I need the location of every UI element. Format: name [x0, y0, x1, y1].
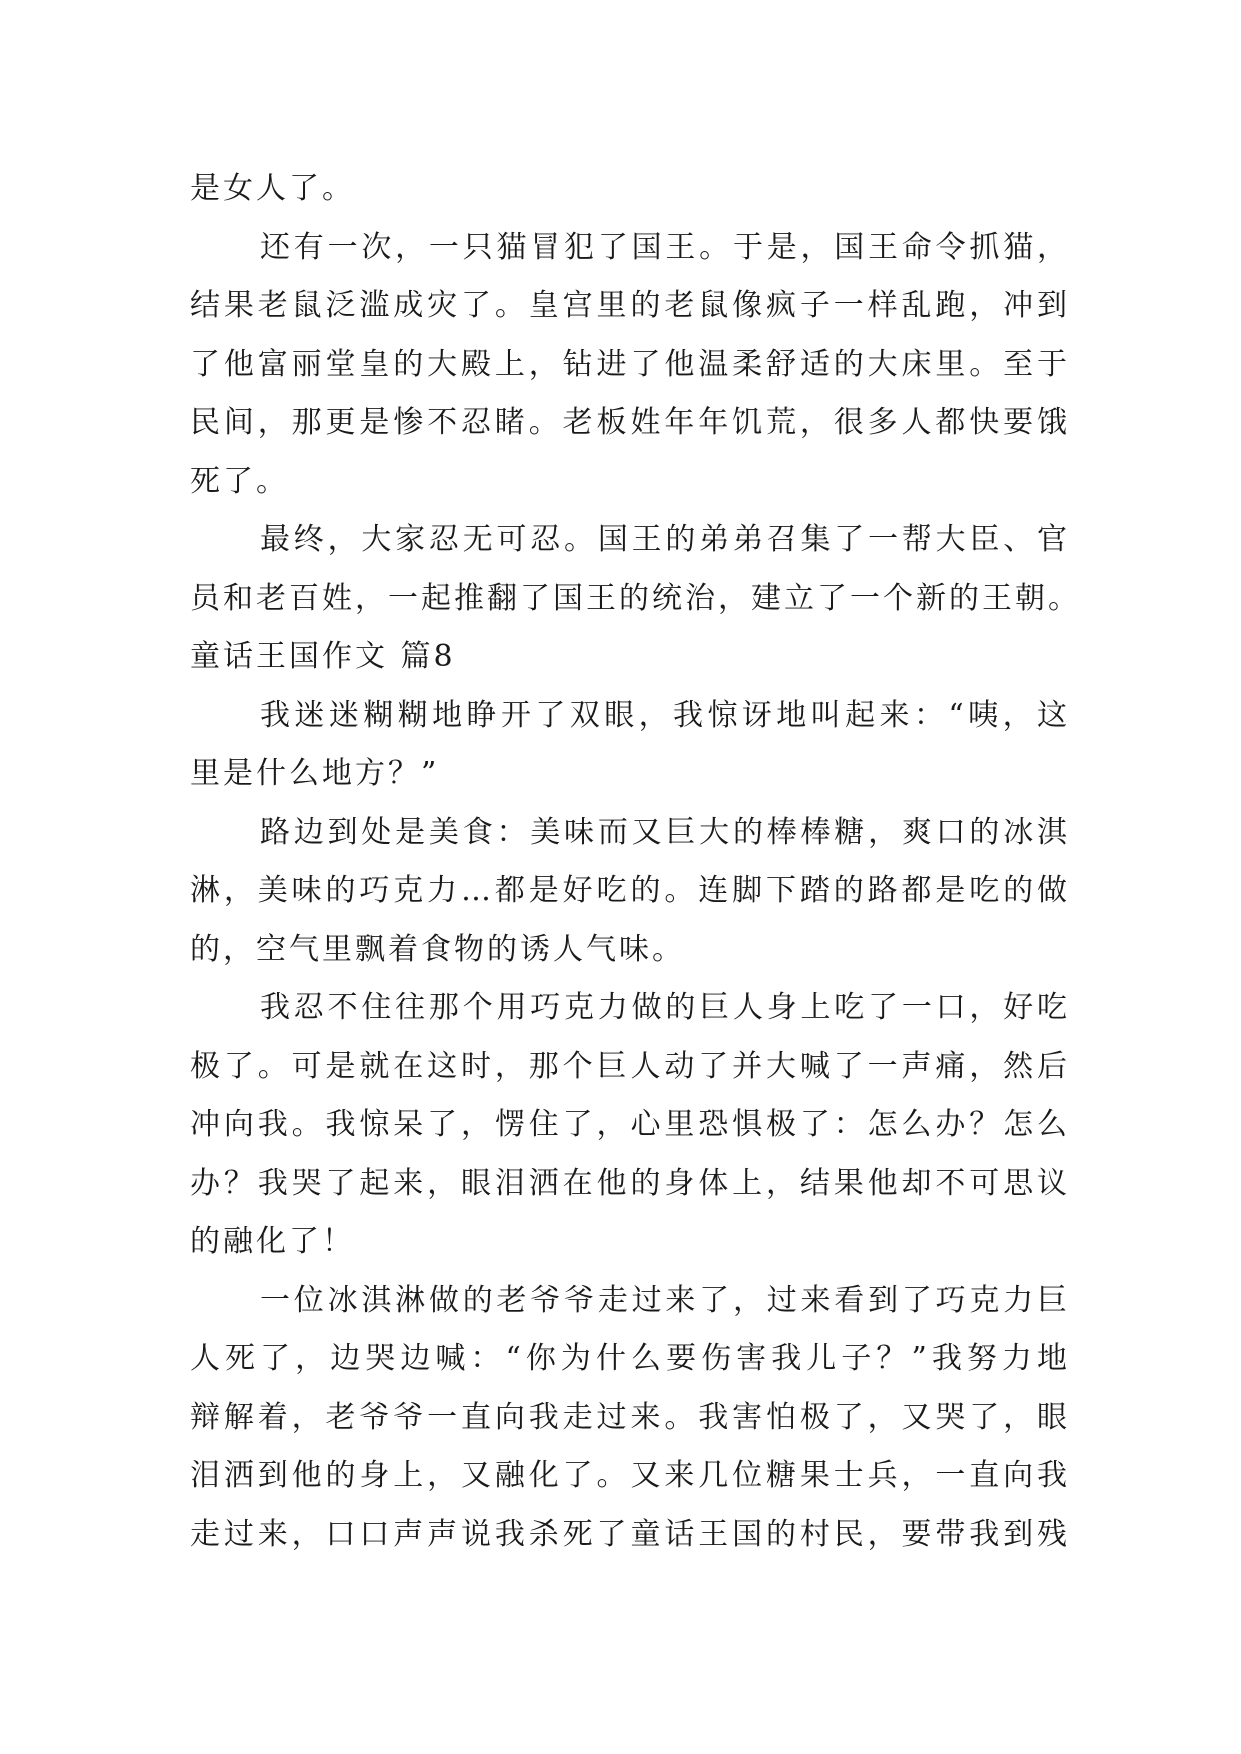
text-line: 淋，美味的巧克力…都是好吃的。连脚下踏的路都是吃的做	[190, 873, 1070, 908]
text-line: 泪洒到他的身上，又融化了。又来几位糖果士兵，一直向我	[190, 1458, 1070, 1493]
text-line: 是女人了。	[190, 171, 355, 206]
text-line: 了他富丽堂皇的大殿上，钻进了他温柔舒适的大床里。至于	[190, 346, 1070, 382]
section-heading: 童话王国作文 篇8	[190, 639, 456, 674]
text-line: 结果老鼠泛滥成灾了。皇宫里的老鼠像疯子一样乱跑，冲到	[190, 288, 1070, 323]
essay-text	[190, 160, 1081, 1564]
text-line: 路边到处是美食：美味而又巨大的棒棒糖，爽口的冰淇	[260, 814, 1070, 850]
text-line: 的，空气里飘着食物的诱人气味。	[190, 931, 685, 967]
text-line: 的融化了！	[190, 1224, 355, 1259]
text-line: 里是什么地方？”	[190, 756, 440, 791]
text-line: 人死了，边哭边喊：“你为什么要伤害我儿子？”我努力地	[190, 1341, 1070, 1376]
text-line: 冲向我。我惊呆了，愣住了，心里恐惧极了：怎么办？怎么	[190, 1107, 1070, 1142]
text-line: 我忍不住往那个用巧克力做的巨人身上吃了一口，好吃	[260, 990, 1070, 1025]
text-line: 民间，那更是惨不忍睹。老板姓年年饥荒，很多人都快要饿	[190, 405, 1070, 440]
text-line: 我迷迷糊糊地睁开了双眼，我惊讶地叫起来：“咦，这	[260, 697, 1070, 733]
text-line: 办？我哭了起来，眼泪洒在他的身体上，结果他却不可思议	[190, 1165, 1070, 1201]
text-line: 极了。可是就在这时，那个巨人动了并大喊了一声痛，然后	[190, 1048, 1070, 1084]
text-line: 辩解着，老爷爷一直向我走过来。我害怕极了，又哭了，眼	[190, 1399, 1070, 1435]
text-line: 最终，大家忍无可忍。国王的弟弟召集了一帮大臣、官	[260, 522, 1070, 557]
text-line: 还有一次，一只猫冒犯了国王。于是，国王命令抓猫，	[260, 229, 1070, 265]
text-line: 员和老百姓，一起推翻了国王的统治，建立了一个新的王朝。	[190, 580, 1081, 616]
text-line: 死了。	[190, 463, 289, 499]
text-line: 一位冰淇淋做的老爷爷走过来了，过来看到了巧克力巨	[260, 1282, 1070, 1318]
text-line: 走过来，口口声声说我杀死了童话王国的村民，要带我到残	[190, 1516, 1070, 1552]
